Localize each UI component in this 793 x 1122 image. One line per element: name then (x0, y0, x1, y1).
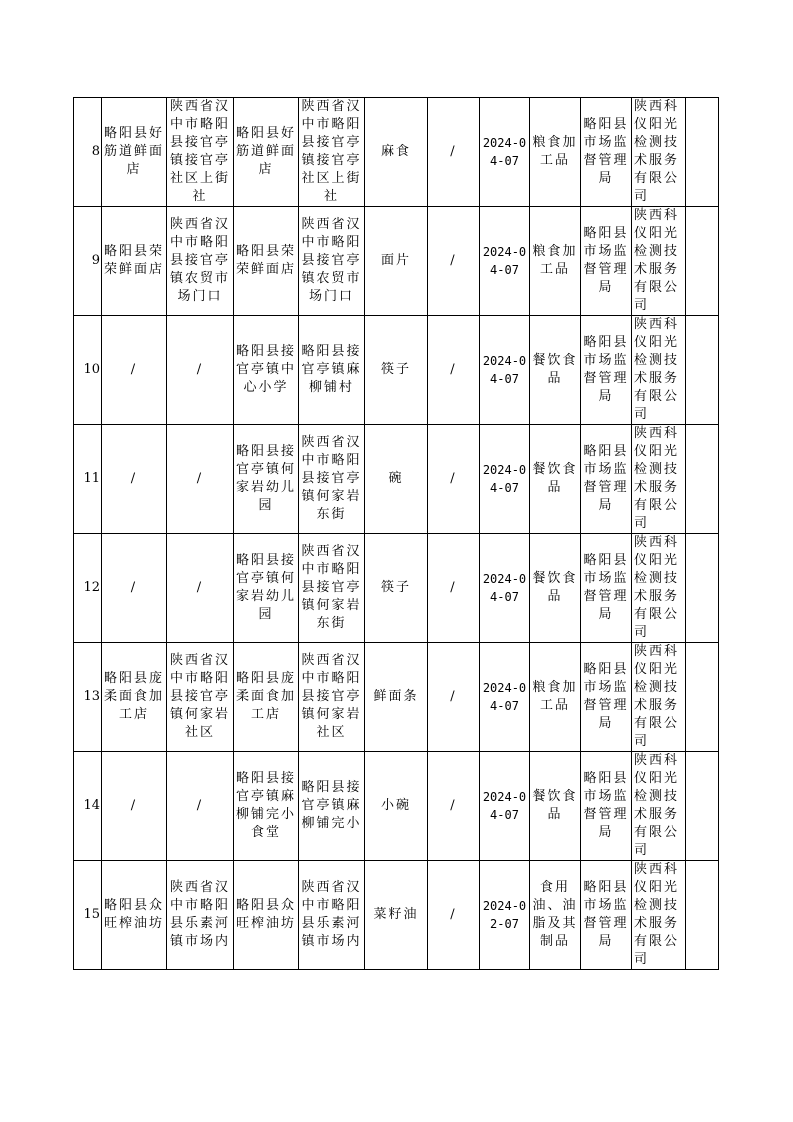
cell-food-category: 粮食加工品 (530, 643, 581, 752)
cell-task-agency: 略阳县市场监督管理局 (581, 207, 632, 316)
cell-production-date: 2024-04-07 (480, 643, 530, 752)
cell-food-category: 餐饮食品 (530, 752, 581, 861)
cell-food-category: 餐饮食品 (530, 534, 581, 643)
cell-testing-lab: 陕西科仪阳光检测技术服务有限公司 (632, 861, 686, 970)
cell-producer-address: / (167, 752, 234, 861)
cell-producer-name: 略阳县好筋道鲜面店 (102, 98, 167, 207)
cell-specification: / (428, 98, 480, 207)
cell-testing-lab: 陕西科仪阳光检测技术服务有限公司 (632, 98, 686, 207)
cell-task-agency: 略阳县市场监督管理局 (581, 98, 632, 207)
cell-sampled-address: 陕西省汉中市略阳县接官亭镇农贸市场门口 (299, 207, 365, 316)
cell-production-date: 2024-04-07 (480, 316, 530, 425)
cell-specification: / (428, 534, 480, 643)
cell-task-agency: 略阳县市场监督管理局 (581, 752, 632, 861)
cell-remarks (686, 534, 719, 643)
cell-sampled-unit: 略阳县接官亭镇何家岩幼儿园 (234, 425, 299, 534)
cell-producer-address: / (167, 534, 234, 643)
cell-sampled-address: 陕西省汉中市略阳县乐素河镇市场内 (299, 861, 365, 970)
cell-specification: / (428, 643, 480, 752)
table-row (74, 534, 719, 643)
cell-testing-lab: 陕西科仪阳光检测技术服务有限公司 (632, 752, 686, 861)
table-row (74, 861, 719, 970)
cell-food-category: 餐饮食品 (530, 316, 581, 425)
cell-row-number: 9 (74, 207, 102, 316)
cell-producer-address: 陕西省汉中市略阳县接官亭镇接官亭社区上街社 (167, 98, 234, 207)
cell-row-number: 14 (74, 752, 102, 861)
cell-specification: / (428, 425, 480, 534)
table-row (74, 643, 719, 752)
cell-testing-lab: 陕西科仪阳光检测技术服务有限公司 (632, 534, 686, 643)
cell-sampled-address: 陕西省汉中市略阳县接官亭镇接官亭社区上街社 (299, 98, 365, 207)
cell-food-name: 面片 (365, 207, 428, 316)
cell-specification: / (428, 752, 480, 861)
cell-sampled-address: 陕西省汉中市略阳县接官亭镇何家岩社区 (299, 643, 365, 752)
cell-producer-address: 陕西省汉中市略阳县接官亭镇农贸市场门口 (167, 207, 234, 316)
cell-remarks (686, 207, 719, 316)
cell-sampled-unit: 略阳县庞柔面食加工店 (234, 643, 299, 752)
cell-testing-lab: 陕西科仪阳光检测技术服务有限公司 (632, 425, 686, 534)
cell-specification: / (428, 207, 480, 316)
cell-sampled-address: 略阳县接官亭镇麻柳铺村 (299, 316, 365, 425)
cell-row-number: 11 (74, 425, 102, 534)
cell-producer-name: / (102, 316, 167, 425)
cell-food-name: 菜籽油 (365, 861, 428, 970)
cell-production-date: 2024-04-07 (480, 207, 530, 316)
cell-task-agency: 略阳县市场监督管理局 (581, 534, 632, 643)
cell-producer-name: 略阳县庞柔面食加工店 (102, 643, 167, 752)
table-row (74, 752, 719, 861)
cell-producer-name: 略阳县众旺榨油坊 (102, 861, 167, 970)
cell-food-category: 粮食加工品 (530, 98, 581, 207)
cell-row-number: 8 (74, 98, 102, 207)
cell-remarks (686, 316, 719, 425)
cell-production-date: 2024-04-07 (480, 752, 530, 861)
cell-sampled-address: 陕西省汉中市略阳县接官亭镇何家岩东街 (299, 534, 365, 643)
cell-production-date: 2024-02-07 (480, 861, 530, 970)
cell-remarks (686, 752, 719, 861)
cell-producer-address: / (167, 316, 234, 425)
cell-specification: / (428, 316, 480, 425)
cell-production-date: 2024-04-07 (480, 534, 530, 643)
cell-food-category: 食用油、油脂及其制品 (530, 861, 581, 970)
cell-producer-name: 略阳县荣荣鲜面店 (102, 207, 167, 316)
cell-food-name: 碗 (365, 425, 428, 534)
cell-food-name: 麻食 (365, 98, 428, 207)
cell-food-name: 鲜面条 (365, 643, 428, 752)
cell-remarks (686, 98, 719, 207)
cell-remarks (686, 643, 719, 752)
cell-task-agency: 略阳县市场监督管理局 (581, 861, 632, 970)
cell-testing-lab: 陕西科仪阳光检测技术服务有限公司 (632, 207, 686, 316)
table-row (74, 98, 719, 207)
cell-task-agency: 略阳县市场监督管理局 (581, 643, 632, 752)
cell-production-date: 2024-04-07 (480, 425, 530, 534)
cell-sampled-unit: 略阳县接官亭镇中心小学 (234, 316, 299, 425)
cell-task-agency: 略阳县市场监督管理局 (581, 425, 632, 534)
cell-remarks (686, 861, 719, 970)
cell-row-number: 13 (74, 643, 102, 752)
cell-remarks (686, 425, 719, 534)
table-body (74, 98, 719, 970)
cell-specification: / (428, 861, 480, 970)
cell-sampled-unit: 略阳县众旺榨油坊 (234, 861, 299, 970)
table-row (74, 425, 719, 534)
sampling-results-table (73, 97, 719, 970)
cell-food-category: 粮食加工品 (530, 207, 581, 316)
cell-producer-name: / (102, 752, 167, 861)
cell-food-name: 筷子 (365, 316, 428, 425)
cell-food-category: 餐饮食品 (530, 425, 581, 534)
cell-sampled-unit: 略阳县接官亭镇麻柳铺完小食堂 (234, 752, 299, 861)
cell-sampled-unit: 略阳县接官亭镇何家岩幼儿园 (234, 534, 299, 643)
cell-producer-name: / (102, 425, 167, 534)
cell-row-number: 12 (74, 534, 102, 643)
cell-producer-address: / (167, 425, 234, 534)
cell-production-date: 2024-04-07 (480, 98, 530, 207)
cell-testing-lab: 陕西科仪阳光检测技术服务有限公司 (632, 643, 686, 752)
table-row (74, 316, 719, 425)
cell-producer-name: / (102, 534, 167, 643)
cell-sampled-unit: 略阳县荣荣鲜面店 (234, 207, 299, 316)
cell-sampled-address: 略阳县接官亭镇麻柳铺完小 (299, 752, 365, 861)
cell-testing-lab: 陕西科仪阳光检测技术服务有限公司 (632, 316, 686, 425)
cell-sampled-unit: 略阳县好筋道鲜面店 (234, 98, 299, 207)
cell-row-number: 10 (74, 316, 102, 425)
table-row (74, 207, 719, 316)
cell-producer-address: 陕西省汉中市略阳县接官亭镇何家岩社区 (167, 643, 234, 752)
cell-food-name: 筷子 (365, 534, 428, 643)
cell-sampled-address: 陕西省汉中市略阳县接官亭镇何家岩东街 (299, 425, 365, 534)
cell-food-name: 小碗 (365, 752, 428, 861)
cell-producer-address: 陕西省汉中市略阳县乐素河镇市场内 (167, 861, 234, 970)
cell-task-agency: 略阳县市场监督管理局 (581, 316, 632, 425)
cell-row-number: 15 (74, 861, 102, 970)
